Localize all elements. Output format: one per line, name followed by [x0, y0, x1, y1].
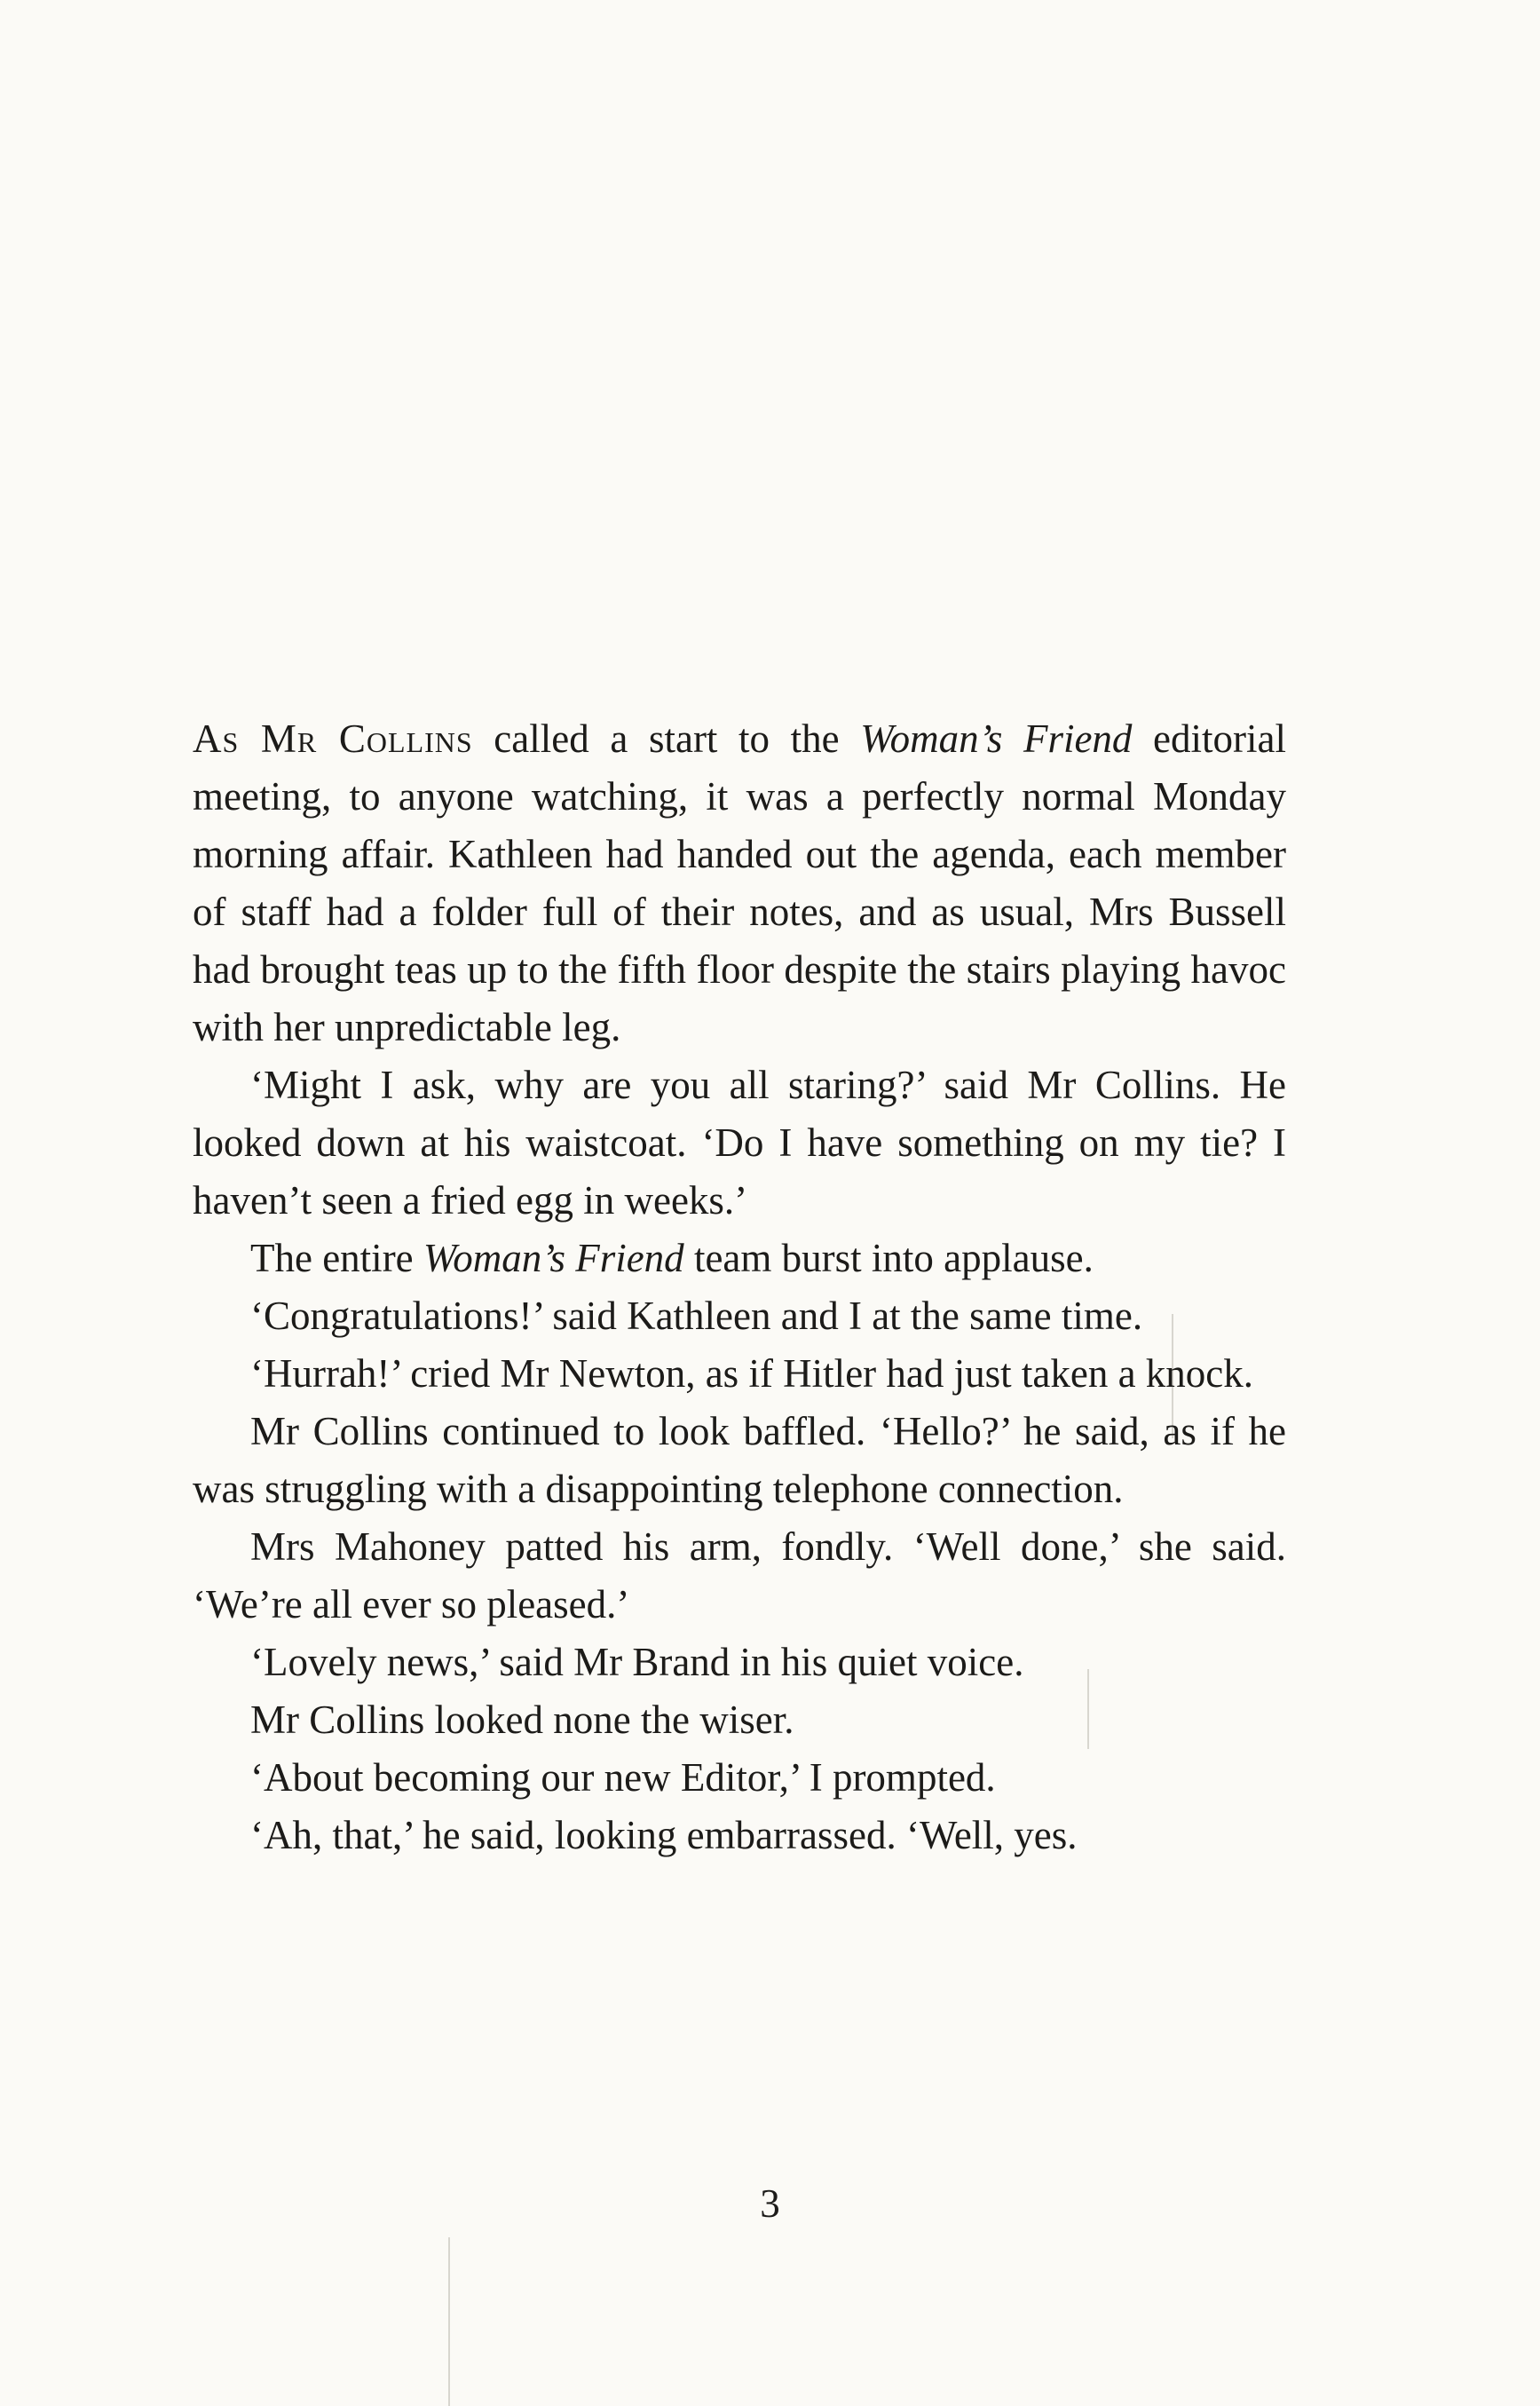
text-run: Mr Collins continued to look baffled. ‘Hello?’ he said, as if he was struggling with a disappointing telephone connection.	[193, 1409, 1286, 1511]
text-run: ‘Hurrah!’ cried Mr Newton, as if Hitler had just taken a knock.	[250, 1351, 1254, 1396]
text-run: editorial meeting, to anyone watching, it was a perfectly normal Monday morning affair. Kathleen had handed out the agenda, each member of staff had a folder full of their notes, and as usual, Mrs Bussell had brought teas up to the fifth floor despite the stairs playing havoc with her unpredictable leg.	[193, 716, 1287, 1049]
text-run: ‘Congratulations!’ said Kathleen and I at the same time.	[250, 1294, 1143, 1338]
paragraph	[193, 1518, 1286, 1634]
italic-title: Woman’s Friend	[860, 716, 1133, 761]
text-run: Mrs Mahoney patted his arm, fondly. ‘Well done,’ she said. ‘We’re all ever so pleased.’	[193, 1524, 1286, 1626]
paragraph	[193, 1403, 1286, 1518]
text-run: Mr Collins looked none the wiser.	[250, 1698, 794, 1742]
paragraph	[193, 1691, 1286, 1749]
opening-small-caps: As Mr Collins	[193, 716, 473, 761]
page-number: 3	[760, 2181, 780, 2226]
text-run: called a start to the	[472, 716, 861, 761]
paragraph	[193, 1230, 1286, 1287]
paragraph	[193, 1807, 1286, 1864]
italic-title: Woman’s Friend	[423, 1236, 684, 1280]
text-run: ‘About becoming our new Editor,’ I prompted.	[250, 1755, 996, 1800]
paragraph	[193, 1634, 1286, 1691]
text-run: ‘Ah, that,’ he said, looking embarrassed. ‘Well, yes.	[250, 1813, 1078, 1857]
fold-mark	[448, 2237, 450, 2406]
text-run: ‘Might I ask, why are you all staring?’ said Mr Collins. He looked down at his waistcoat. ‘Do I have something on my tie? I haven’t seen a fried egg in weeks.’	[193, 1063, 1286, 1223]
paragraph	[193, 1057, 1286, 1230]
paragraph	[193, 710, 1286, 1057]
paragraph	[193, 1749, 1286, 1807]
text-run: team burst into applause.	[683, 1236, 1094, 1280]
body-text	[193, 710, 1286, 1864]
text-run: ‘Lovely news,’ said Mr Brand in his quiet voice.	[250, 1640, 1024, 1684]
paragraph	[193, 1345, 1286, 1403]
paragraph	[193, 1287, 1286, 1345]
text-run: The entire	[250, 1236, 423, 1280]
